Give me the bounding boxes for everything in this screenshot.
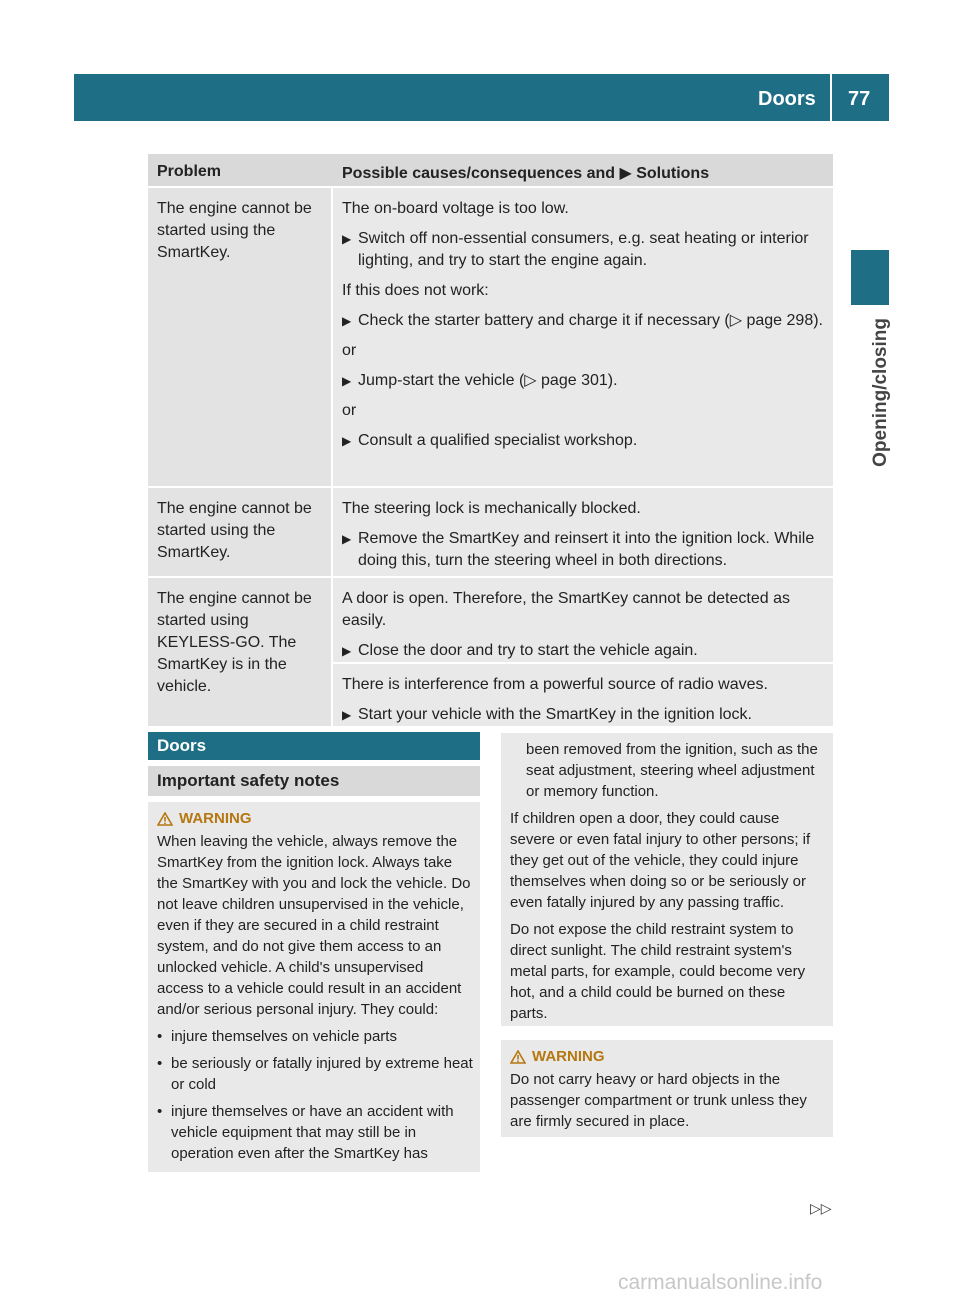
- or-text: or: [342, 402, 357, 419]
- cause-text: The steering lock is mechanically blocked.: [342, 500, 641, 517]
- warning-box-left: [148, 802, 480, 1172]
- chapter-tab-label: Opening/closing: [870, 318, 891, 467]
- step-item: ▶ Close the door and try to start the vehicle again.: [342, 640, 827, 662]
- list-item: • injure themselves or have an accident with vehicle equipment that may still be in operation even after the SmartKey has: [157, 1103, 454, 1162]
- cause-text: The on-board voltage is too low.: [342, 200, 569, 217]
- step-arrow-icon: ▶: [342, 374, 352, 388]
- warning-header: [510, 1046, 826, 1067]
- list-item: • be seriously or fatally injured by extreme heat or cold: [157, 1055, 473, 1093]
- bullet-icon: •: [157, 1028, 163, 1045]
- warning-label: WARNING: [179, 810, 252, 827]
- header-divider: [830, 74, 832, 121]
- warning-triangle-icon: [157, 812, 173, 826]
- solution-cell: [333, 488, 833, 576]
- table-row: [148, 578, 833, 728]
- step-item: ▶ Switch off non-essential consumers, e.g. seat heating or interior lighting, and try to start the engine again.: [342, 228, 827, 272]
- step-arrow-icon: ▶: [342, 532, 352, 546]
- page-number: 77: [848, 88, 871, 110]
- cause-text: There is interference from a powerful source of radio waves.: [342, 676, 768, 693]
- column-header-solutions: Possible causes/consequences and ▶ Solutions: [342, 165, 710, 182]
- bullet-icon: •: [157, 1103, 163, 1120]
- warning-label: WARNING: [532, 1048, 605, 1065]
- section-heading-doors: Doors: [148, 732, 480, 760]
- chapter-tab-marker: [851, 250, 889, 305]
- problem-cell: The engine cannot be started using the SmartKey.: [148, 488, 333, 576]
- problem-cell: The engine cannot be started using KEYLESS-GO. The SmartKey is in the vehicle.: [148, 578, 333, 726]
- list-item: • injure themselves on vehicle parts: [157, 1028, 397, 1045]
- step-item: ▶ Consult a qualified specialist workshop.: [342, 430, 827, 452]
- warning-paragraph: Do not expose the child restraint system to direct sunlight. The child restraint system's metal parts, for example, could become very hot, and a child could be burned on these parts.: [510, 921, 806, 1022]
- step-arrow-icon: ▶: [342, 232, 352, 246]
- step-arrow-icon: ▶: [342, 708, 352, 722]
- warning-continuation: been removed from the ignition, such as the seat adjustment, steering wheel adjustment or memory function.: [526, 741, 818, 800]
- step-item: ▶ Jump-start the vehicle (▷ page 301).: [342, 370, 827, 392]
- troubleshooting-table: [148, 154, 833, 728]
- step-item: ▶ Start your vehicle with the SmartKey in the ignition lock.: [342, 704, 827, 726]
- cause-text: A door is open. Therefore, the SmartKey cannot be detected as easily.: [342, 590, 790, 629]
- table-row: [148, 188, 833, 488]
- step-arrow-icon: ▶: [342, 644, 352, 658]
- warning-paragraph: If children open a door, they could cause severe or even fatal injury to other persons; if they get out of the vehicle, they could injure themselves when doing so or be seriously or even fatally injured by any passing traffic.: [510, 810, 811, 911]
- table-row: [148, 488, 833, 578]
- continued-next-page-icon: ▷▷: [810, 1200, 832, 1216]
- problem-cell: The engine cannot be started using the SmartKey.: [148, 188, 333, 486]
- bullet-icon: •: [157, 1055, 163, 1072]
- step-item: ▶ Remove the SmartKey and reinsert it into the ignition lock. While doing this, turn the steering wheel in both directions.: [342, 528, 827, 572]
- solution-cell: [333, 188, 833, 486]
- warning-box-right-continued: [501, 733, 833, 1026]
- condition-text: If this does not work:: [342, 282, 489, 299]
- or-text: or: [342, 342, 357, 359]
- warning-text: When leaving the vehicle, always remove the SmartKey from the ignition lock. Always take the SmartKey with you and lock the vehicle. Do not leave children unsupervised in the vehicle, even if they are secured in a child restraint system, and do not give them access to an unlocked vehicle. A child's unsupervised access to a vehicle could result in an accident and/or serious personal injury. They could:: [157, 833, 471, 1018]
- warning-header: [157, 808, 473, 829]
- warning-text: Do not carry heavy or hard objects in the passenger compartment or trunk unless they are firmly secured in place.: [510, 1071, 807, 1130]
- table-header: [148, 154, 833, 188]
- header-section-title: Doors: [758, 88, 816, 110]
- subsection-heading-safety: Important safety notes: [148, 766, 480, 796]
- warning-box-cargo: [501, 1040, 833, 1137]
- step-item: ▶ Check the starter battery and charge it if necessary (▷ page 298).: [342, 310, 827, 332]
- step-arrow-icon: ▶: [342, 314, 352, 328]
- watermark: carmanualsonline.info: [618, 1271, 823, 1294]
- warning-triangle-icon: [510, 1050, 526, 1064]
- step-arrow-icon: ▶: [342, 434, 352, 448]
- column-header-problem: Problem: [157, 163, 222, 180]
- solution-cell: [333, 578, 833, 726]
